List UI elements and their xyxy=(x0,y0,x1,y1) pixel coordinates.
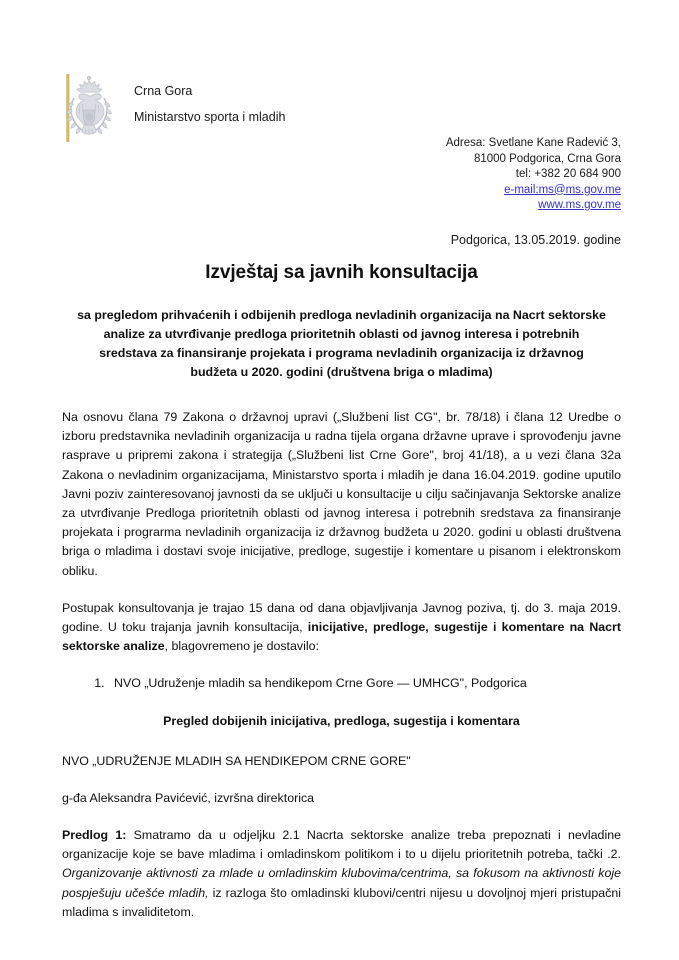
consultation-intro-text: Postupak konsultovanja je trajao 15 dana od dana objavljivanja Javnog poziva, tj. do 3. maja 2019. godine. U toku trajanja javnih konsultacija, xyxy=(62,600,621,635)
website-link[interactable]: www.ms.gov.me xyxy=(538,199,621,211)
proposal-italic-quote: Organizovanje aktivnosti za mlade u omladinskim klubovima/centrima, sa fokusom na aktivnosti koje pospješuju učešće mladih, xyxy=(62,866,621,900)
proposal-text-after-italic: iz razloga što omladinski klubovi/centri nijesu u dovoljnoj mjeri pristupačni mladima s invaliditetom. xyxy=(62,885,621,919)
organization-lines xyxy=(134,72,285,130)
letterhead xyxy=(58,72,285,144)
consultation-outro-text: , blagovremeno je dostavilo: xyxy=(164,639,319,654)
page-title: Izvještaj sa javnih konsultacija xyxy=(205,262,478,283)
address-street: Adresa: Svetlane Kane Radević 3, xyxy=(445,137,621,149)
proposal-label: Predlog 1: xyxy=(62,828,127,843)
date-line: Podgorica, 13.05.2019. godine xyxy=(450,233,621,247)
submitters-list xyxy=(62,674,621,693)
paragraph-legal-basis-text: Na osnovu člana 79 Zakona o državnoj upravi („Službeni list CG", br. 78/18) i člana 12 Uredbe o izboru predstavnika nevladinih organizacija u radna tijela organa državne uprave i sprovođenju javne rasprave u pripremi zakona i strategija („Službeni list Crne Gore", broj 41/18), a u vezi člana 32a Zakona o nevladinim organizacijama, Ministarstvo sporta i mladih je dana 16.04.2019. godine uputilo Javni poziv zainteresovanoj javnosti da se uključi u konsultacije u cilju sačinjavanja Sektorske analize za utvrđivanje Predloga prioritetnih oblasti od javnog interesa i potrebnih sredstava za finansiranje projekata i prograrma nevladinih organizacija iz državnog budžeta u 2020. godini u oblasti društvena briga o mladima i dostavi svoje inicijative, predloge, sugestije i komentare u pisanom i elektronskom obliku. xyxy=(62,410,621,578)
paragraph-proposal-1 xyxy=(62,826,621,922)
address-phone: tel: +382 20 684 900 xyxy=(515,168,621,180)
section-heading-overview: Pregled dobijenih inicijativa, predloga, sugestija i komentara xyxy=(163,713,520,728)
proposal-text-before-italic: Smatramo da u odjeljku 2.1 Nacrta sektorske analize treba prepoznati i nevladine organizacije koje se bave mladima i omladinskom politikom i to u dijelu prioritetnih potreba, tački .2. xyxy=(62,828,621,862)
address-block xyxy=(446,136,621,214)
address-city: 81000 Podgorica, Crna Gora xyxy=(473,152,621,165)
country-name: Crna Gora xyxy=(134,84,193,98)
email-link[interactable]: e-mail:ms@ms.gov.me xyxy=(504,183,621,196)
ministry-name: Ministarstvo sporta i mladih xyxy=(134,110,286,124)
montenegro-coat-of-arms-icon xyxy=(58,72,120,144)
consultation-bold-text: inicijative, predloge, sugestije i komentare na Nacrt sektorske analize xyxy=(62,620,622,654)
document-content xyxy=(62,262,621,940)
ngo-director: g-đa Aleksandra Pavićević, izvršna direktorica xyxy=(62,790,315,805)
paragraph-legal-basis xyxy=(62,408,621,581)
list-item: 1. NVO „Udruženje mladih sa hendikepom Crne Gore — UMHCG", Podgorica xyxy=(108,674,621,693)
ngo-name: NVO „UDRUŽENJE MLADIH SA HENDIKEPOM CRNE GORE" xyxy=(62,753,411,768)
paragraph-consultation-period xyxy=(62,599,621,657)
document-subtitle: sa pregledom prihvaćenih i odbijenih predloga nevladinih organizacija na Nacrt sektorske analize za utvrđivanje predloga prioritetnih oblasti od javnog interesa i potrebnih sredstava za finansiranje projekata i programa nevladinih organizacija iz državnog budžeta u 2020. godini (društvena briga o mladima) xyxy=(77,308,606,379)
